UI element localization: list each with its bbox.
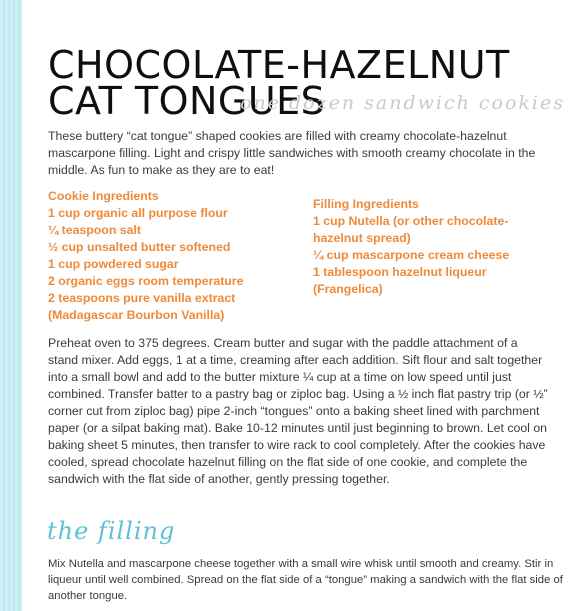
recipe-title-line-2: CAT TONGUES bbox=[48, 79, 326, 124]
ingredient-item: 2 organic eggs room temperature bbox=[48, 274, 244, 288]
ingredient-item: 1 cup organic all purpose flour bbox=[48, 206, 228, 220]
ingredient-item: (Madagascar Bourbon Vanilla) bbox=[48, 308, 225, 322]
ingredient-item: ¼ cup mascarpone cream cheese bbox=[313, 248, 510, 262]
cookie-ingredients-list bbox=[48, 188, 293, 324]
ingredient-item: (Frangelica) bbox=[313, 282, 383, 296]
ingredient-item: 1 cup Nutella (or other chocolate- bbox=[313, 214, 509, 228]
ingredient-item: ½ cup unsalted butter softened bbox=[48, 240, 231, 254]
filling-section-heading: the filling bbox=[47, 517, 176, 545]
recipe-intro: These buttery “cat tongue” shaped cookies are filled with creamy chocolate-hazelnut mascarpone filling. Light and crispy little sandwiches with smooth creamy chocolate in the middle. As fun to make as they are to eat! bbox=[48, 129, 536, 177]
filling-ingredients-heading: Filling Ingredients bbox=[313, 197, 419, 211]
decorative-side-stripe bbox=[0, 0, 22, 611]
filling-instructions: Mix Nutella and mascarpone cheese together with a small wire whisk until smooth and creamy. Stir in liqueur until well combined. Spread on the flat side of a “tongue” making a sandwich with the flat side of another tongue. bbox=[48, 558, 563, 602]
ingredient-item: 1 cup powdered sugar bbox=[48, 257, 179, 271]
ingredient-item: 2 teaspoons pure vanilla extract bbox=[48, 291, 236, 305]
ingredient-item: ¼ teaspoon salt bbox=[48, 223, 141, 237]
ingredient-item: hazelnut spread) bbox=[313, 231, 411, 245]
recipe-title-line-1: CHOCOLATE-HAZELNUT bbox=[48, 43, 510, 88]
cookie-ingredients-heading: Cookie Ingredients bbox=[48, 189, 159, 203]
recipe-yield-subtitle: one dozen sandwich cookies bbox=[240, 92, 565, 114]
recipe-method: Preheat oven to 375 degrees. Cream butter and sugar with the paddle attachment of a stand mixer. Add eggs, 1 at a time, creaming after each addition. Sift flour and salt together into a small bowl and add to the butter mixture ¼ cup at a time on low speed until just combined. Transfer batter to a pastry bag or ziploc bag. Using a ½ inch flat pastry trip (or ½” corner cut from ziploc bag) pipe 2-inch “tongues” onto a baking sheet lined with parchment paper (or a silpat baking mat). Bake 10-12 minutes until just beginning to brown. Let cool on baking sheet 5 minutes, then transfer to wire rack to cool completely. After the cookies have cooled, spread chocolate hazelnut filling on the flat side of one cookie, and complete the sandwich with the flat side of another, gently pressing together. bbox=[48, 336, 548, 486]
ingredient-item: 1 tablespoon hazelnut liqueur bbox=[313, 265, 487, 279]
filling-ingredients-list bbox=[313, 196, 543, 298]
